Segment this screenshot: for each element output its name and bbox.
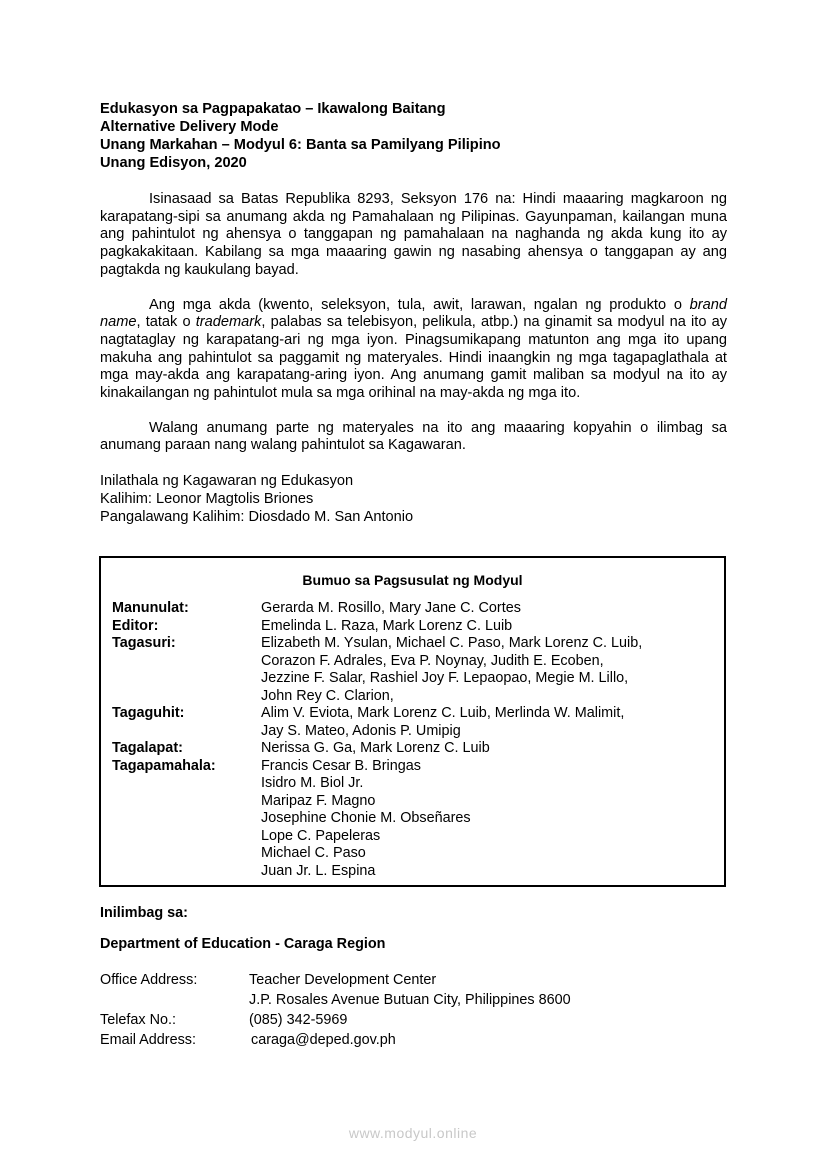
credits-list <box>112 600 691 880</box>
header-module: Unang Markahan – Modyul 6: Banta sa Pamilyang Pilipino <box>100 137 501 153</box>
copyright-paragraph-1: Isinasaad sa Batas Republika 8293, Seksyon 176 na: Hindi maaaring magkaroon ng karapatang-sipi sa anumang akda ng Pamahalaan ng Pilipinas. Gayunpaman, kailangan muna ang pahintulot ng ahensya o tanggapan ng pamahalaan na naghanda ng akda kung ito ay pagkakakitaan. Kabilang sa mga maaaring gawin ng nasabing ahensya o tanggapan ay ang pagtakda ng kaukulang bayad. <box>100 191 727 278</box>
email-label: Email Address: <box>100 1032 196 1048</box>
office-address-line1: Teacher Development Center <box>249 972 437 988</box>
document-header <box>100 100 727 172</box>
text-span: Ang mga akda (kwento, seleksyon, tula, awit, larawan, ngalan ng produkto o <box>149 296 690 313</box>
credits-title: Bumuo sa Pagsusulat ng Modyul <box>302 572 523 588</box>
credit-name: Jay S. Mateo, Adonis P. Umipig <box>261 722 461 739</box>
credits-box <box>99 556 726 887</box>
credit-role: Tagapamahala: <box>112 757 216 774</box>
credit-name: Nerissa G. Ga, Mark Lorenz C. Luib <box>261 740 490 756</box>
printed-in-label: Inilimbag sa: <box>100 905 188 921</box>
credit-row <box>112 758 691 881</box>
office-address-row <box>100 970 571 990</box>
telefax-value: (085) 342-5969 <box>249 1012 348 1028</box>
header-edition: Unang Edisyon, 2020 <box>100 155 247 171</box>
credit-name: Josephine Chonie M. Obseñares <box>261 810 471 826</box>
credit-name: Jezzine F. Salar, Rashiel Joy F. Lepaopao, Megie M. Lillo, <box>261 670 629 686</box>
officials-block <box>100 473 727 526</box>
credit-row <box>112 740 691 758</box>
credit-name: Corazon F. Adrales, Eva P. Noynay, Judith E. Ecoben, <box>261 652 604 669</box>
credit-name: Lope C. Papeleras <box>261 827 381 844</box>
credit-name: Francis Cesar B. Bringas <box>261 757 421 774</box>
copyright-paragraph-2 <box>100 297 727 403</box>
header-subject: Edukasyon sa Pagpapakatao – Ikawalong Baitang <box>100 101 446 117</box>
document-body <box>100 100 727 526</box>
credit-name: Isidro M. Biol Jr. <box>261 775 364 791</box>
contact-block <box>100 970 571 1050</box>
credit-row <box>112 618 691 636</box>
credit-name: Juan Jr. L. Espina <box>261 862 376 879</box>
credit-name: Maripaz F. Magno <box>261 792 376 809</box>
secretary-line: Kalihim: Leonor Magtolis Briones <box>100 490 314 507</box>
credit-name: Alim V. Eviota, Mark Lorenz C. Luib, Merlinda W. Malimit, <box>261 705 625 721</box>
credit-role: Tagaguhit: <box>112 705 185 721</box>
header-mode: Alternative Delivery Mode <box>100 119 279 135</box>
publisher-org: Department of Education - Caraga Region <box>100 936 386 952</box>
credit-name: Michael C. Paso <box>261 845 366 861</box>
telefax-label: Telefax No.: <box>100 1012 176 1028</box>
credit-role: Manunulat: <box>112 600 189 616</box>
copyright-paragraph-3: Walang anumang parte ng materyales na ito ang maaaring kopyahin o ilimbag sa anumang paraan nang walang pahintulot sa Kagawaran. <box>100 419 727 454</box>
credit-name: Elizabeth M. Ysulan, Michael C. Paso, Mark Lorenz C. Luib, <box>261 635 643 651</box>
credit-row <box>112 635 691 705</box>
credit-role: Tagasuri: <box>112 635 176 651</box>
credit-role: Editor: <box>112 617 159 634</box>
text-span: , tatak o <box>136 314 196 331</box>
italic-term: trademark <box>195 314 262 331</box>
spacer <box>100 990 249 1010</box>
email-row <box>100 1030 571 1050</box>
credit-name: Gerarda M. Rosillo, Mary Jane C. Cortes <box>261 600 521 616</box>
undersecretary-line: Pangalawang Kalihim: Diosdado M. San Antonio <box>100 508 414 525</box>
email-value: caraga@deped.gov.ph <box>251 1032 396 1048</box>
credit-name: Emelinda L. Raza, Mark Lorenz C. Luib <box>261 617 513 634</box>
office-address-label: Office Address: <box>100 972 198 988</box>
office-address-row <box>100 990 571 1010</box>
telefax-row <box>100 1010 571 1030</box>
italic-term: brand name <box>100 296 727 331</box>
text-span: , palabas sa telebisyon, pelikula, atbp.) na ginamit sa modyul na ito ay nagtataglay ng karapatang-ari ng mga iyon. Pinagsumikapang matunton ang mga ito upang makuha ang pahintulot sa paggamit ng materyales. Hindi inaangkin ng mga tagapaglathala at mga may-akda ang karapatang-aring iyon. Ang anumang gamit maliban sa modyul na ito ay kinakailangan ng pahintulot mula sa mga orihinal na may-akda ng mga ito. <box>100 314 727 402</box>
credit-name: John Rey C. Clarion, <box>261 687 394 704</box>
credit-row <box>112 705 691 740</box>
credit-row <box>112 600 691 618</box>
office-address-line2: J.P. Rosales Avenue Butuan City, Philippines 8600 <box>249 992 571 1008</box>
watermark: www.modyul.online <box>348 1125 478 1141</box>
credit-role: Tagalapat: <box>112 740 183 756</box>
publisher-line: Inilathala ng Kagawaran ng Edukasyon <box>100 473 354 490</box>
